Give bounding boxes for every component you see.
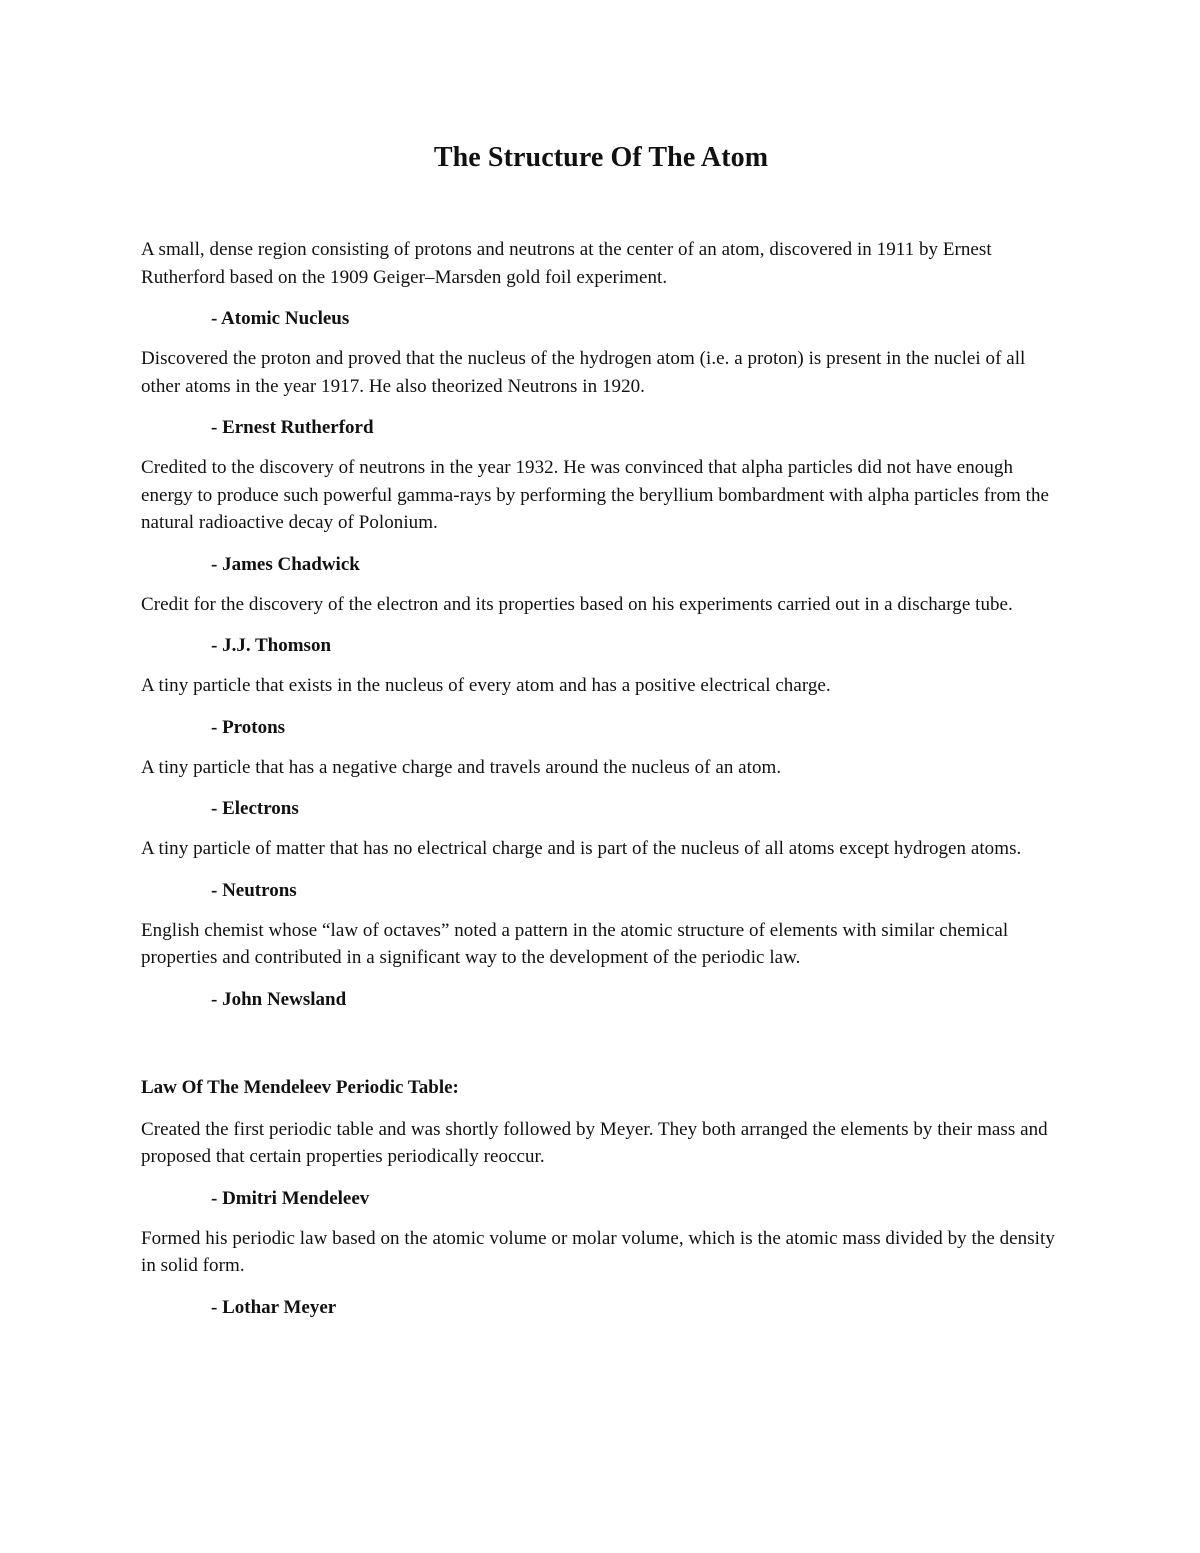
term-label: - Lothar Meyer <box>211 1296 337 1318</box>
definition-text: Credit for the discovery of the electron and its properties based on his experiments carried out in a discharge tube. <box>141 593 1013 615</box>
term-label: - Atomic Nucleus <box>211 308 350 329</box>
definition-list <box>141 236 1061 1013</box>
term-label: - John Newsland <box>211 988 347 1010</box>
periodic-table-section <box>141 1074 1061 1321</box>
definition-text: Credited to the discovery of neutrons in the year 1932. He was convinced that alpha particles did not have enough energy to produce such powerful gamma-rays by performing the beryllium bombardment with alpha particles from the natural radioactive decay of Polonium. <box>141 457 1050 533</box>
definition-text: A small, dense region consisting of protons and neutrons at the center of an atom, discovered in 1911 by Ernest Rutherford based on the 1909 Geiger–Marsden gold foil experiment. <box>141 239 992 288</box>
definition-text: Formed his periodic law based on the atomic volume or molar volume, which is the atomic mass divided by the density in solid form. <box>141 1227 1055 1276</box>
definition-text: A tiny particle that has a negative charge and travels around the nucleus of an atom. <box>141 756 782 778</box>
term-label: - Ernest Rutherford <box>211 417 374 438</box>
document-content <box>141 140 1061 1334</box>
document-title: The Structure Of The Atom <box>433 142 769 173</box>
term-label: - James Chadwick <box>211 553 360 575</box>
term-label: - Neutrons <box>211 879 297 901</box>
term-label: - Protons <box>211 716 286 738</box>
definition-text: Created the first periodic table and was shortly followed by Meyer. They both arranged the elements by their mass and proposed that certain properties periodically reoccur. <box>141 1118 1048 1167</box>
definition-text: A tiny particle of matter that has no electrical charge and is part of the nucleus of all atoms except hydrogen atoms. <box>141 838 1022 859</box>
section-heading: Law Of The Mendeleev Periodic Table: <box>141 1076 459 1098</box>
definition-text: English chemist whose “law of octaves” noted a pattern in the atomic structure of elements with similar chemical properties and contributed in a significant way to the development of the periodic law. <box>141 919 1009 968</box>
term-label: - Dmitri Mendeleev <box>211 1187 370 1209</box>
term-label: - Electrons <box>211 798 299 819</box>
definition-text: Discovered the proton and proved that the nucleus of the hydrogen atom (i.e. a proton) is present in the nuclei of all other atoms in the year 1917. He also theorized Neutrons in 1920. <box>141 348 1026 397</box>
definition-text: A tiny particle that exists in the nucleus of every atom and has a positive electrical charge. <box>141 675 831 696</box>
term-label: - J.J. Thomson <box>211 635 332 656</box>
